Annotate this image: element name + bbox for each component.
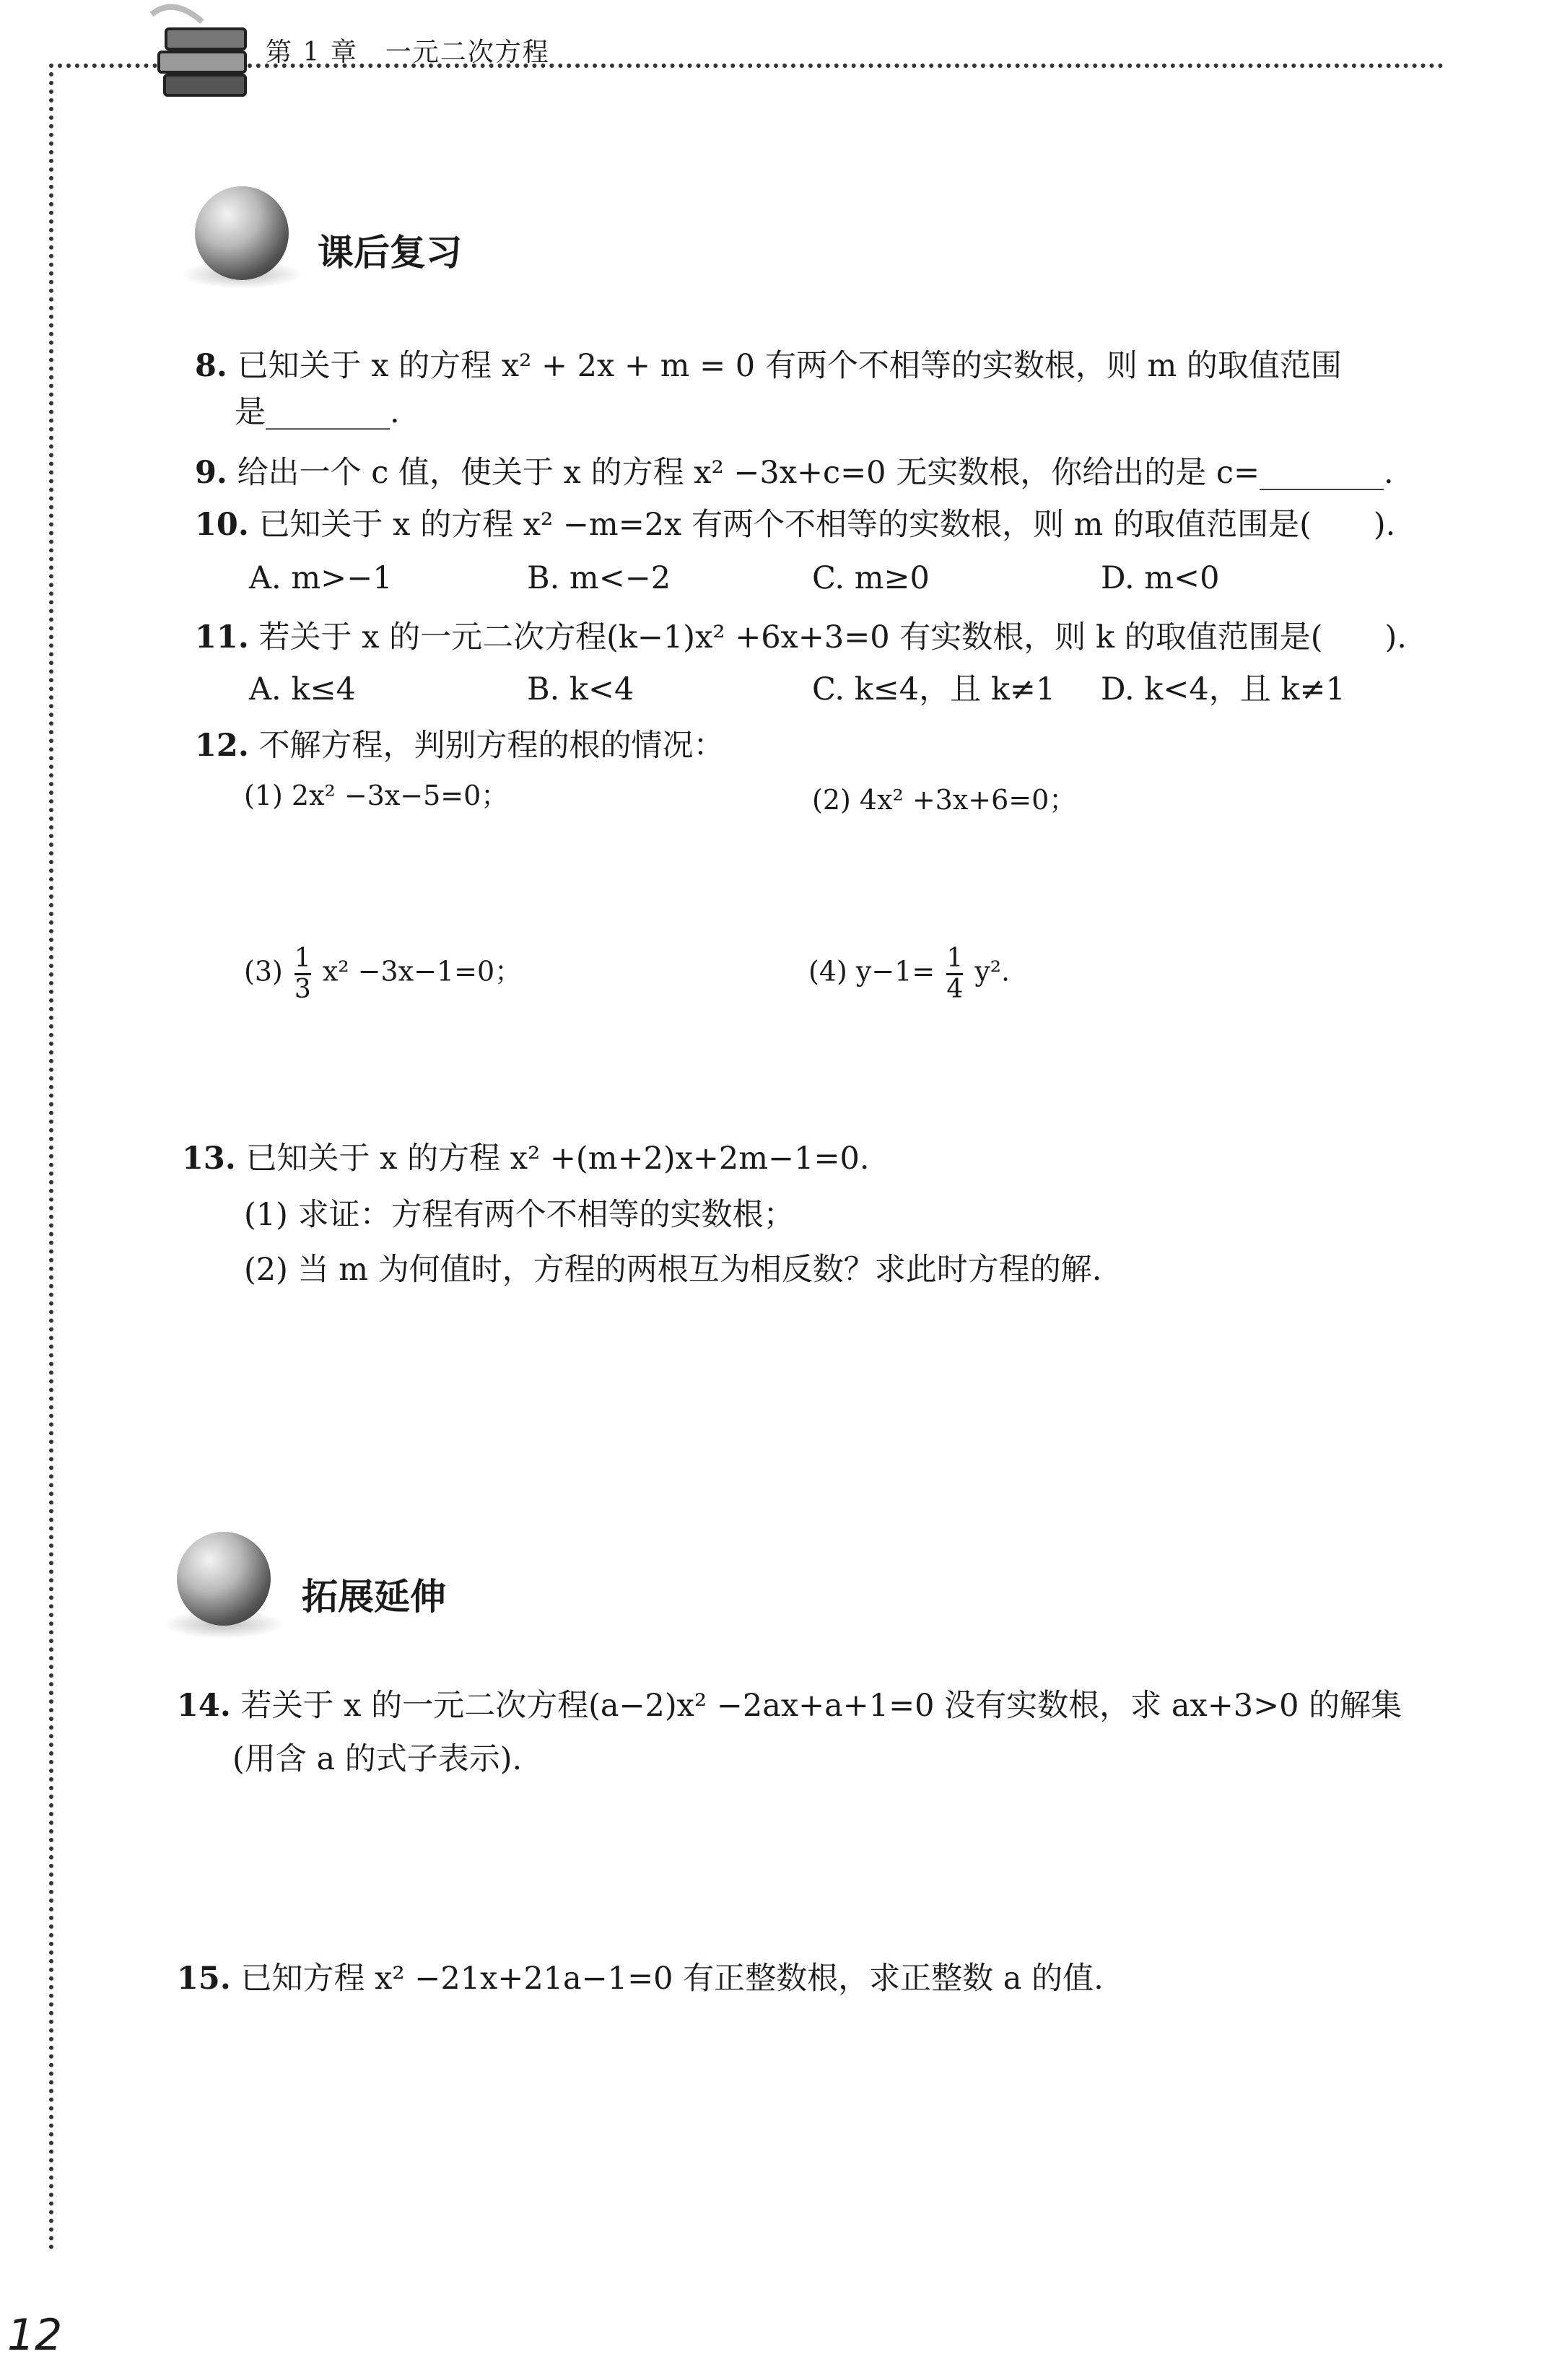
question-text: 已知关于 x 的方程 x² +(m+2)x+2m−1=0. (245, 1141, 870, 1177)
sub-question-3: (3) $\frac{1}{3}$ x² −3x−1=0； (244, 943, 523, 1004)
section-title-review: 课后复习 (318, 232, 462, 274)
question-11 (195, 618, 1407, 658)
network-globe-icon (177, 1532, 271, 1626)
books-icon (144, 0, 260, 108)
option-d: D. m<0 (1101, 560, 1220, 596)
question-text: 若关于 x 的一元二次方程(k−1)x² +6x+3=0 有实数根，则 k 的取值范围是( ). (258, 619, 1407, 655)
option-b: B. m<−2 (527, 560, 671, 596)
left-rule (49, 64, 53, 2251)
question-text: 已知关于 x 的方程 x² −m=2x 有两个不相等的实数根，则 m 的取值范围是( ). (258, 507, 1396, 543)
question-15 (177, 1959, 1104, 2000)
question-12 (195, 726, 724, 767)
question-number: 14. (177, 1688, 231, 1724)
option-c: C. k≤4，且 k≠1 (812, 671, 1056, 707)
fraction: $\frac{1}{4}$ (946, 943, 964, 1004)
page-number: 12 (7, 2310, 63, 2361)
question-number: 11. (195, 619, 249, 655)
section-title-extension: 拓展延伸 (302, 1576, 446, 1618)
question-number: 10. (195, 507, 249, 543)
chapter-title: 第 1 章 一元二次方程 (266, 38, 550, 67)
question-8-line2: 是________. (235, 394, 400, 430)
option-d: D. k<4，且 k≠1 (1101, 671, 1345, 707)
sub-question-2: (2) 4x² +3x+6=0； (812, 784, 1077, 816)
question-number: 8. (195, 348, 227, 384)
question-14-line2: (用含 a 的式子表示). (232, 1741, 523, 1777)
question-text: 不解方程，判别方程的根的情况： (258, 728, 725, 764)
question-14 (177, 1686, 1402, 1727)
question-text: 已知关于 x 的方程 x² + 2x + m = 0 有两个不相等的实数根，则 m 的取值范围 (237, 348, 1342, 384)
question-text: 给出一个 c 值，使关于 x 的方程 x² −3x+c=0 无实数根，你给出的是 c=________. (237, 455, 1394, 491)
sub-question-2: (2) 当 m 为何值时，方程的两根互为相反数？求此时方程的解. (244, 1252, 1102, 1288)
question-9 (195, 453, 1394, 494)
sub-question-1: (1) 2x² −3x−5=0； (244, 780, 509, 811)
sub-question-4: (4) y−1= $\frac{1}{4}$ y². (808, 943, 1011, 1004)
question-number: 15. (177, 1961, 231, 1997)
option-a: A. k≤4 (249, 671, 356, 707)
question-13 (182, 1139, 870, 1180)
fraction: $\frac{1}{3}$ (294, 943, 311, 1004)
question-text: 已知方程 x² −21x+21a−1=0 有正整数根，求正整数 a 的值. (240, 1961, 1104, 1997)
globe-icon (195, 186, 289, 280)
sub-question-1: (1) 求证：方程有两个不相等的实数根； (244, 1197, 795, 1233)
question-8 (195, 346, 1342, 387)
question-number: 9. (195, 455, 227, 491)
question-text: 若关于 x 的一元二次方程(a−2)x² −2ax+a+1=0 没有实数根，求 ax+3>0 的解集 (240, 1688, 1402, 1724)
question-number: 13. (182, 1141, 236, 1177)
option-a: A. m>−1 (249, 560, 393, 596)
question-number: 12. (195, 728, 249, 764)
option-b: B. k<4 (527, 671, 634, 707)
question-10 (195, 505, 1395, 546)
option-c: C. m≥0 (812, 560, 930, 596)
